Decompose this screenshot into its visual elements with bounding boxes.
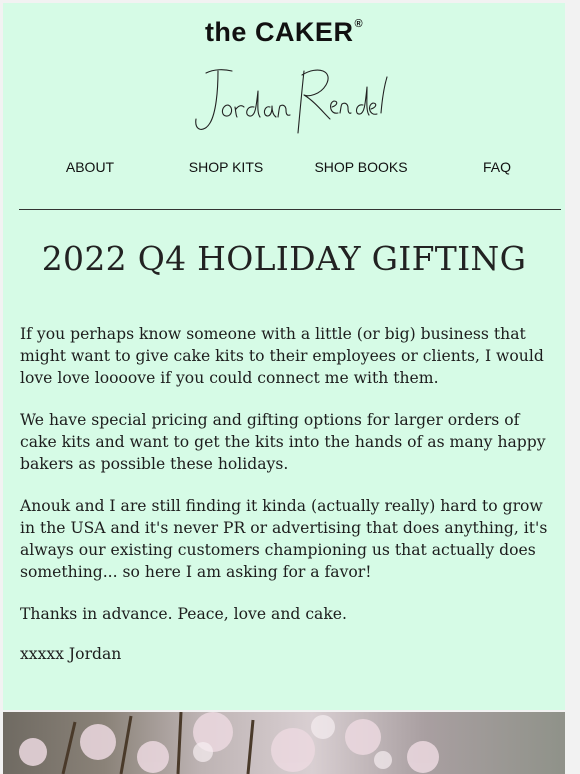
nav-about-link[interactable]: ABOUT bbox=[65, 159, 115, 175]
paragraph-favor: Anouk and I are still finding it kinda (actually really) hard to grow in the USA and it's never PR or advertising that does anything, it's always our existing customers championing us that actually does something... so here I am asking for a favor! bbox=[20, 497, 548, 581]
cake-photo-image bbox=[3, 712, 565, 774]
email-container bbox=[3, 3, 565, 774]
paragraph-pricing: We have special pricing and gifting options for larger orders of cake kits and want to get the kits into the hands of as many happy bakers as possible these holidays. bbox=[20, 411, 546, 473]
nav-faq-link[interactable]: FAQ bbox=[482, 159, 512, 175]
sign-off: xxxxx Jordan bbox=[20, 645, 122, 663]
main-nav bbox=[19, 159, 561, 181]
brand-name: the CAKER bbox=[204, 17, 354, 47]
registered-mark: ® bbox=[354, 18, 364, 30]
page-title: 2022 Q4 HOLIDAY GIFTING bbox=[41, 239, 527, 278]
divider bbox=[19, 209, 561, 210]
paragraph-thanks: Thanks in advance. Peace, love and cake. bbox=[20, 605, 347, 623]
email-body bbox=[3, 3, 565, 710]
brand-logo[interactable] bbox=[3, 17, 565, 48]
paragraph-intro: If you perhaps know someone with a little (or big) business that might want to give cake kits to their employees or clients, I would love love loooove if you could connect me with them. bbox=[20, 325, 544, 387]
nav-shop-kits-link[interactable]: SHOP KITS bbox=[188, 159, 264, 175]
nav-shop-books-link[interactable]: SHOP BOOKS bbox=[314, 159, 408, 175]
hero-photo[interactable] bbox=[3, 712, 565, 774]
signature-logo bbox=[188, 61, 393, 141]
